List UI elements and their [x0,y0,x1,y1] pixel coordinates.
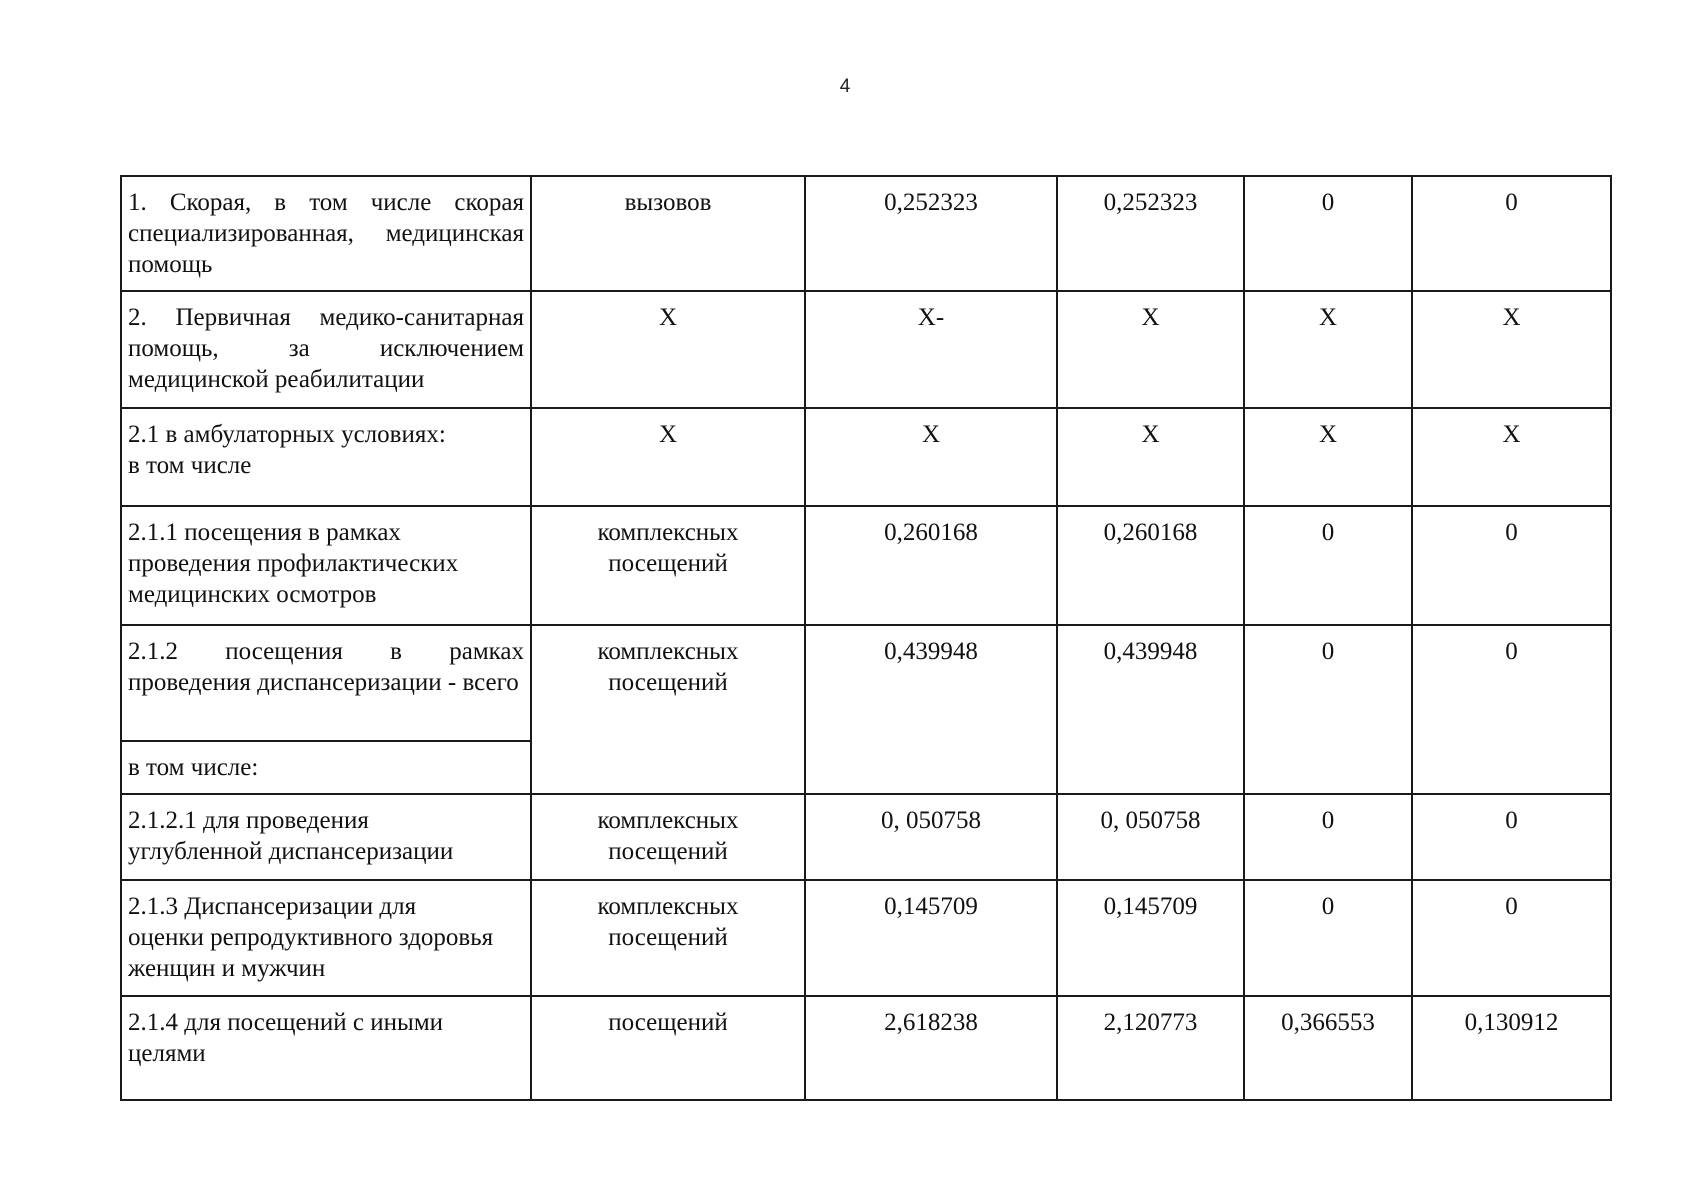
row-value-4: 0,130912 [1412,996,1611,1100]
row-name-line: 2.1.3 Диспансеризации для [128,893,417,920]
row-value-2: 0, 050758 [1057,794,1244,880]
row-value-2: 2,120773 [1057,996,1244,1100]
row-name: 2. Первичная медико-санитарная помощь, за исключением медицинской реабилитации [121,291,531,408]
row-unit [531,506,805,625]
row-unit-line: посещений [608,838,728,865]
table-row [121,408,1611,506]
row-value-3: 0 [1244,794,1412,880]
row-value-2: 0,252323 [1057,176,1244,291]
row-value-4: 0 [1412,880,1611,996]
row-unit-line: посещений [608,669,728,696]
table-row [121,625,1611,741]
row-name: 1. Скорая, в том числе скорая специализированная, медицинская помощь [121,176,531,291]
row-value-2: X [1057,408,1244,506]
row-value-3: 0 [1244,506,1412,625]
row-name-line: углубленной диспансеризации [128,838,454,865]
page-number: 4 [839,76,851,97]
data-table [120,175,1612,1101]
row-value-1: 0,260168 [805,506,1057,625]
row-value-1: X- [805,291,1057,408]
table-row [121,794,1611,880]
row-unit [531,880,805,996]
row-value-1: 0,252323 [805,176,1057,291]
row-name-line: целями [128,1040,206,1067]
row-value-1: X [805,408,1057,506]
row-unit-line: комплексных [597,893,739,920]
row-value-3: X [1244,291,1412,408]
row-unit-line: комплексных [597,638,739,665]
row-name-line: в том числе [128,452,252,479]
row-value-4: 0 [1412,176,1611,291]
row-name-line: оценки репродуктивного здоровья [128,924,494,951]
row-name [121,794,531,880]
row-value-4: 0 [1412,625,1611,794]
row-value-2: 0,439948 [1057,625,1244,794]
row-name [121,506,531,625]
row-value-3: 0 [1244,625,1412,794]
row-unit-line: посещений [608,924,728,951]
row-sub-label: в том числе: [121,741,531,794]
row-value-4: X [1412,408,1611,506]
row-unit-line: комплексных [597,807,739,834]
table-row [121,176,1611,291]
row-name: 2.1.2 посещения в рамках проведения диспансеризации - всего [121,625,531,741]
row-unit: X [531,408,805,506]
row-value-3: 0 [1244,176,1412,291]
row-name-line: 2.1.1 посещения в рамках [128,519,401,546]
row-name-line: проведения профилактических [128,550,459,577]
row-name-line: 2.1 в амбулаторных условиях: [128,421,446,448]
row-value-2: X [1057,291,1244,408]
row-unit [531,625,805,794]
row-value-1: 0, 050758 [805,794,1057,880]
row-value-1: 0,439948 [805,625,1057,794]
row-value-3: 0,366553 [1244,996,1412,1100]
table-row [121,291,1611,408]
row-unit: вызовов [531,176,805,291]
row-unit-line: посещений [608,550,728,577]
row-value-3: X [1244,408,1412,506]
row-unit-line: комплексных [597,519,739,546]
row-value-1: 0,145709 [805,880,1057,996]
row-value-3: 0 [1244,880,1412,996]
row-name-line: 2.1.2.1 для проведения [128,807,369,834]
table-row [121,880,1611,996]
row-name [121,408,531,506]
row-name-line: медицинских осмотров [128,581,377,608]
row-value-2: 0,145709 [1057,880,1244,996]
row-value-1: 2,618238 [805,996,1057,1100]
table-row [121,996,1611,1100]
row-name-line: 2.1.4 для посещений с иными [128,1009,444,1036]
row-name [121,996,531,1100]
row-value-2: 0,260168 [1057,506,1244,625]
row-name-line: женщин и мужчин [128,955,326,982]
row-value-4: 0 [1412,506,1611,625]
row-value-4: X [1412,291,1611,408]
row-unit: X [531,291,805,408]
row-unit: посещений [531,996,805,1100]
row-name [121,880,531,996]
row-unit [531,794,805,880]
row-value-4: 0 [1412,794,1611,880]
table-row [121,506,1611,625]
